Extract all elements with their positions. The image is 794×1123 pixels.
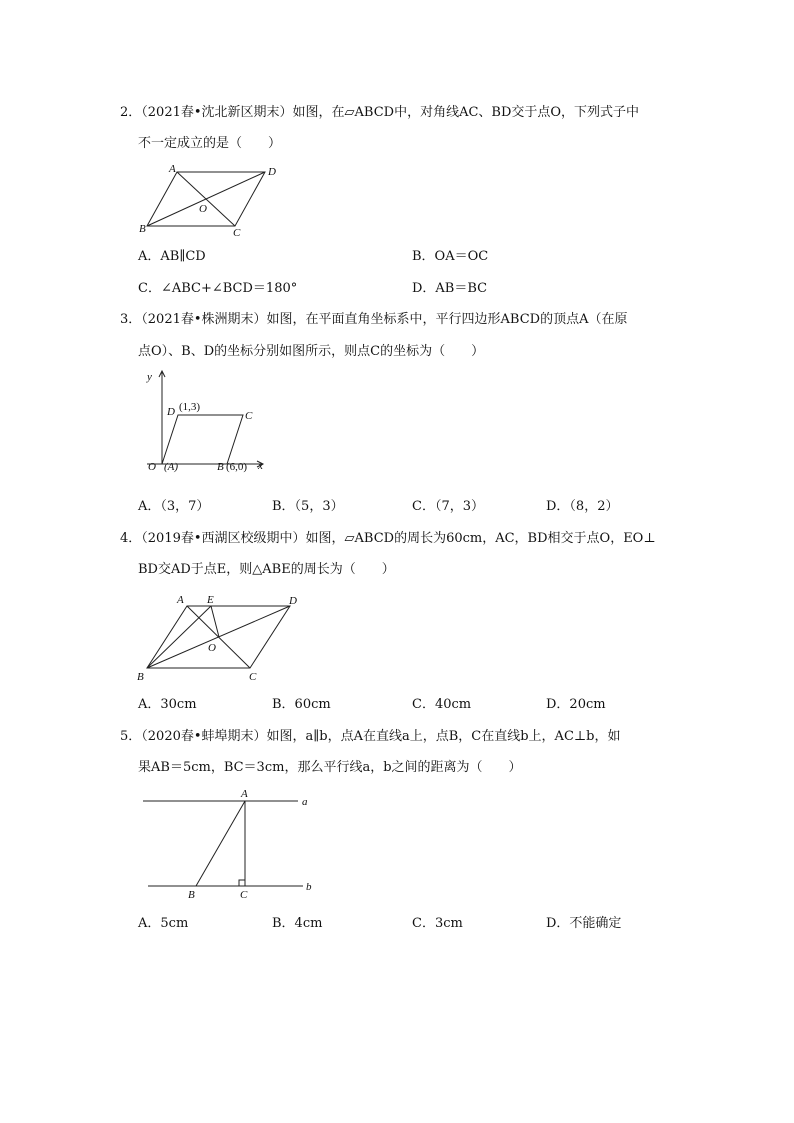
q3-option-d[interactable]: D．（8，2） — [546, 499, 619, 514]
q3-figure — [135, 368, 275, 478]
q4-label-o: O — [208, 642, 216, 654]
q5-label-a: A — [241, 788, 248, 800]
q5-label-c: C — [240, 889, 248, 901]
q3-label-o: O — [148, 461, 156, 473]
q3-label-d-coord: (1,3) — [179, 401, 201, 413]
q3-stem-line1: 3．（2021春•株洲期末）如图，在平面直角坐标系中，平行四边形ABCD的顶点A（在原 — [120, 312, 628, 327]
q3-label-c: C — [245, 410, 253, 422]
q4-label-c: C — [249, 671, 257, 683]
q2-label-d: D — [268, 166, 276, 178]
q4-option-b[interactable]: B．60cm — [272, 697, 331, 712]
q3-option-a[interactable]: A．（3，7） — [138, 499, 210, 514]
q2-label-b: B — [139, 223, 146, 235]
q5-label-a-line: a — [302, 796, 308, 808]
q4-label-b: B — [137, 671, 144, 683]
q5-label-b-line: b — [306, 881, 312, 893]
q5-label-b: B — [188, 889, 195, 901]
q2-stem-line1: 2．（2021春•沈北新区期末）如图，在▱ABCD中，对角线AC、BD交于点O，下列式子中 — [120, 105, 640, 120]
q5-option-b[interactable]: B．4cm — [272, 916, 323, 931]
q4-figure — [135, 590, 310, 685]
q3-label-a: (A) — [164, 461, 179, 473]
q2-option-c[interactable]: C．∠ABC+∠BCD＝180° — [138, 281, 298, 296]
q2-option-d[interactable]: D．AB＝BC — [412, 281, 488, 296]
q3-option-b[interactable]: B．（5，3） — [272, 499, 344, 514]
q5-option-d[interactable]: D．不能确定 — [546, 916, 622, 931]
q3-option-c[interactable]: C．（7，3） — [412, 499, 484, 514]
q3-stem-line2: 点O）、B、D的坐标分别如图所示，则点C的坐标为（ ） — [138, 344, 485, 359]
q3-label-b-coord: (6,0) — [226, 461, 248, 473]
q4-stem-line2: BD交AD于点E，则△ABE的周长为（ ） — [138, 562, 395, 577]
q3-label-y: y — [147, 371, 152, 383]
q2-label-o: O — [199, 203, 207, 215]
q4-label-d: D — [289, 595, 297, 607]
q5-option-a[interactable]: A．5cm — [138, 916, 189, 931]
q2-label-c: C — [233, 227, 241, 239]
q3-label-b: B — [217, 461, 224, 473]
q3-label-x: x — [258, 460, 263, 472]
q2-option-b[interactable]: B．OA＝OC — [412, 249, 489, 264]
q3-label-d: D — [167, 406, 175, 418]
q5-stem-line2: 果AB＝5cm，BC＝3cm，那么平行线a，b之间的距离为（ ） — [138, 760, 522, 775]
q2-stem-line2: 不一定成立的是（ ） — [138, 136, 282, 151]
q4-option-a[interactable]: A．30cm — [138, 697, 197, 712]
q4-label-e: E — [207, 594, 214, 606]
q5-figure — [138, 785, 318, 905]
q2-option-a[interactable]: A．AB∥CD — [138, 249, 206, 264]
q5-option-c[interactable]: C．3cm — [412, 916, 463, 931]
q4-option-d[interactable]: D．20cm — [546, 697, 606, 712]
q4-label-a: A — [177, 594, 184, 606]
q4-stem-line1: 4．（2019春•西湖区校级期中）如图，▱ABCD的周长为60cm，AC，BD相交于点O，EO⊥ — [120, 531, 656, 546]
q5-stem-line1: 5．（2020春•蚌埠期末）如图，a∥b，点A在直线a上，点B，C在直线b上，AC⊥b，如 — [120, 729, 621, 744]
q2-figure — [135, 162, 285, 242]
q4-option-c[interactable]: C．40cm — [412, 697, 472, 712]
q2-label-a: A — [169, 163, 176, 175]
